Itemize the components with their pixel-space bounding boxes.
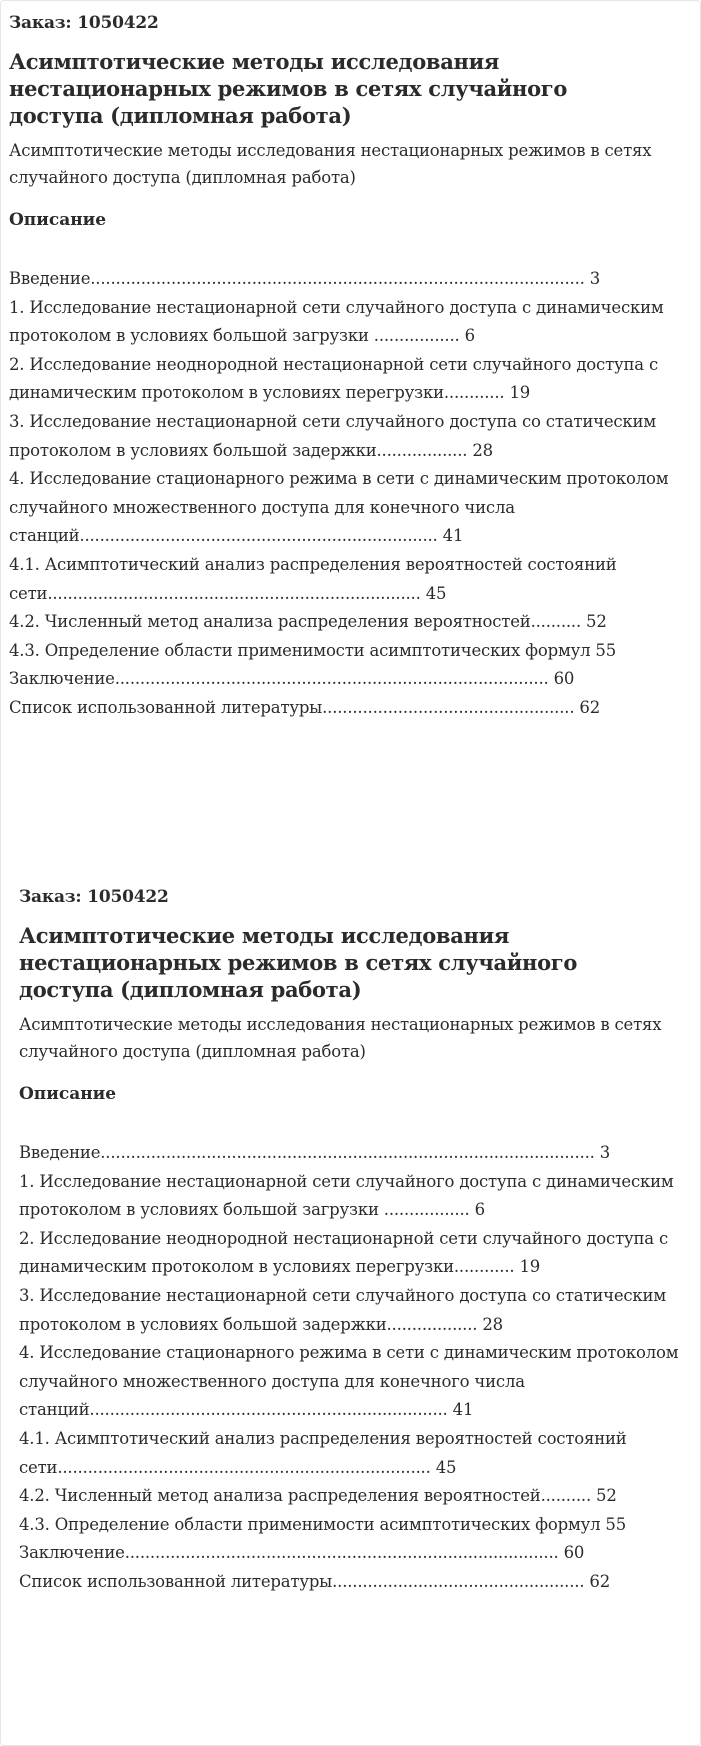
toc-item: 2. Исследование неоднородной нестационарной сети случайного доступа с динамическим протоколом в условиях перегрузки............ 19	[19, 1228, 669, 1277]
page-subtitle: Асимптотические методы исследования нестационарных режимов в сетях случайного доступа (дипломная работа)	[9, 141, 652, 187]
order-number: Заказ: 1050422	[9, 13, 159, 33]
toc-item: 3. Исследование нестационарной сети случайного доступа со статическим протоколом в условиях большой задержки.................. 28	[19, 1285, 666, 1334]
toc-item: 3. Исследование нестационарной сети случайного доступа со статическим протоколом в условиях большой задержки.................. 28	[9, 411, 656, 460]
section-heading-description: Описание	[9, 210, 107, 230]
toc-item: 1. Исследование нестационарной сети случайного доступа с динамическим протоколом в условиях большой загрузки ................. 6	[19, 1171, 674, 1220]
order-block-duplicate	[19, 886, 701, 1597]
toc-item: 2. Исследование неоднородной нестационарной сети случайного доступа с динамическим протоколом в условиях перегрузки............ 19	[9, 354, 659, 403]
toc-item: Список использованной литературы.................................................. 62	[19, 1571, 611, 1591]
toc-item: 4. Исследование стационарного режима в сети с динамическим протоколом случайного множественного доступа для конечного числа станций....................................................................... 41	[9, 469, 669, 546]
order-block	[9, 12, 699, 723]
toc-item: 4.2. Численный метод анализа распределения вероятностей.......... 52	[9, 612, 607, 632]
toc-item: 4.2. Численный метод анализа распределения вероятностей.......... 52	[19, 1486, 617, 1506]
page-title: Асимптотические методы исследования нестационарных режимов в сетях случайного доступа (дипломная работа)	[19, 923, 578, 1002]
toc-item: Заключение...................................................................................... 60	[9, 669, 575, 689]
toc-item: Введение.................................................................................................. 3	[9, 269, 601, 288]
page-subtitle: Асимптотические методы исследования нестационарных режимов в сетях случайного доступа (дипломная работа)	[19, 1015, 662, 1061]
section-heading-description: Описание	[19, 1084, 117, 1104]
table-of-contents	[19, 1139, 699, 1597]
page-title: Асимптотические методы исследования нестационарных режимов в сетях случайного доступа (дипломная работа)	[9, 49, 568, 128]
toc-item: 4.1. Асимптотический анализ распределения вероятностей состояний сети.......................................................................... 45	[19, 1428, 627, 1477]
toc-item: Заключение...................................................................................... 60	[19, 1543, 585, 1563]
toc-item: 4.3. Определение области применимости асимптотических формул 55	[19, 1514, 627, 1534]
toc-item: Введение.................................................................................................. 3	[19, 1143, 611, 1162]
toc-item: Список использованной литературы.................................................. 62	[9, 697, 601, 717]
table-of-contents	[9, 265, 699, 723]
order-number: Заказ: 1050422	[19, 887, 169, 907]
toc-item: 4.3. Определение области применимости асимптотических формул 55	[9, 640, 617, 660]
toc-item: 4.1. Асимптотический анализ распределения вероятностей состояний сети.......................................................................... 45	[9, 554, 617, 603]
toc-item: 4. Исследование стационарного режима в сети с динамическим протоколом случайного множественного доступа для конечного числа станций....................................................................... 41	[19, 1343, 679, 1420]
toc-item: 1. Исследование нестационарной сети случайного доступа с динамическим протоколом в условиях большой загрузки ................. 6	[9, 297, 664, 346]
